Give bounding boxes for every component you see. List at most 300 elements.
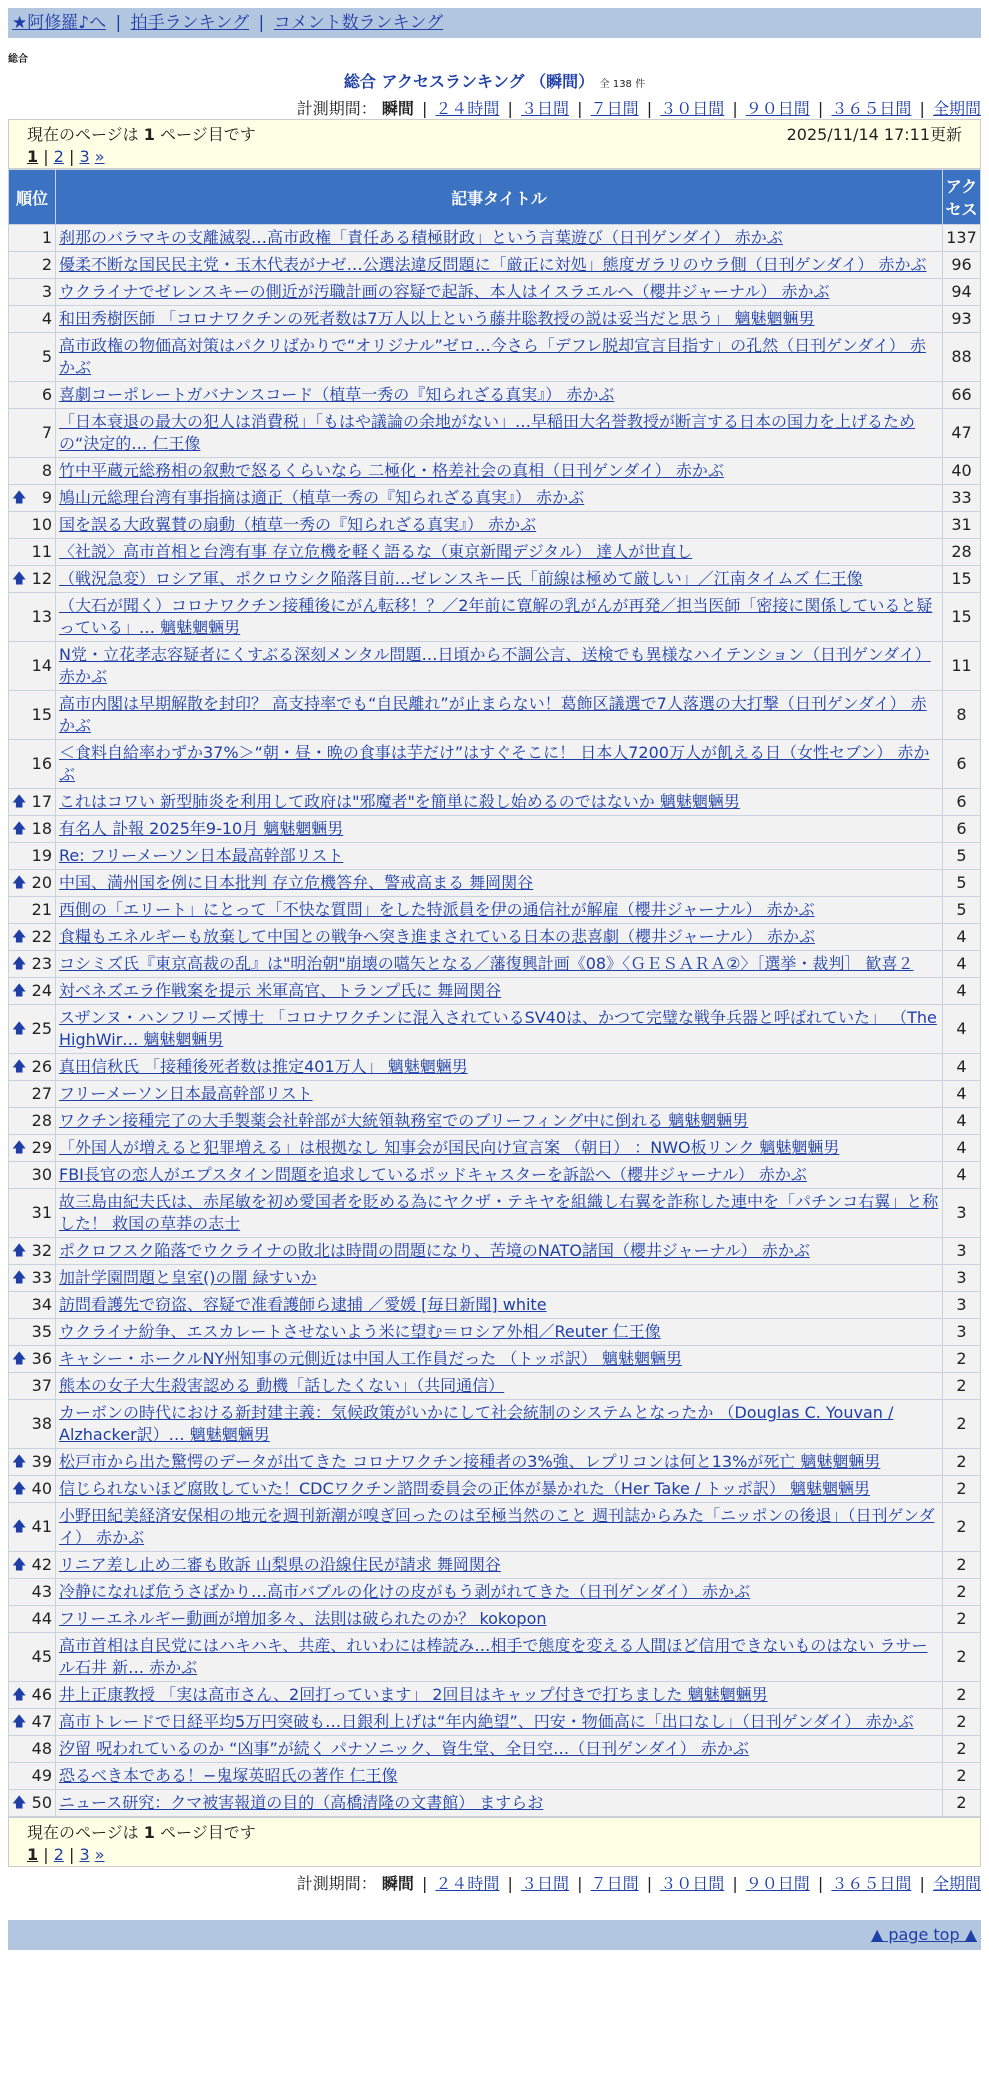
total-count: 全 138 件 bbox=[599, 79, 646, 90]
rank-cell bbox=[9, 1081, 56, 1108]
article-link[interactable]: 「日本衰退の最大の犯人は消費税」「もはや議論の余地がない」…早稲田大名誉教授が断言する日本の国力を上げるための“決定的… 仁王像 bbox=[59, 412, 916, 453]
period-separator: | bbox=[732, 99, 738, 118]
access-count: 96 bbox=[943, 252, 981, 279]
article-link[interactable]: （大石が聞く）コロナワクチン接種後にがん転移！？／2年前に寛解の乳がんが再発／担当医師「密接に関係していると疑っている」… 魑魅魍魎男 bbox=[59, 596, 933, 637]
article-link[interactable]: N党・立花孝志容疑者にくすぶる深刻メンタル問題…日頃から不調公言、送検でも異様なハイテンション（日刊ゲンダイ） 赤かぶ bbox=[59, 645, 931, 686]
article-link[interactable]: 西側の「エリート」にとって「不快な質問」をした特派員を伊の通信社が解雇（櫻井ジャーナル） 赤かぶ bbox=[59, 900, 815, 919]
article-link[interactable]: キャシー・ホークルNY州知事の元側近は中国人工作員だった （トッポ訳） 魑魅魍魎男 bbox=[59, 1349, 682, 1368]
rank-number: 6 bbox=[41, 385, 52, 404]
article-link[interactable]: これはコワい 新型肺炎を利用して政府は"邪魔者"を簡単に殺し始めるのではないか 魑魅魍魎男 bbox=[59, 792, 740, 811]
rank-cell bbox=[9, 1162, 56, 1189]
period-link[interactable]: ３０日間 bbox=[660, 99, 725, 118]
table-row bbox=[9, 1736, 981, 1763]
period-link[interactable]: ３６５日間 bbox=[831, 1874, 912, 1893]
table-row bbox=[9, 1449, 981, 1476]
rank-cell bbox=[9, 1238, 56, 1265]
article-link[interactable]: 刹那のバラマキの支離滅裂…高市政権「責任ある積極財政」という言葉遊び（日刊ゲンダイ） 赤かぶ bbox=[59, 228, 783, 247]
access-count: 11 bbox=[943, 642, 981, 691]
period-current: 瞬間 bbox=[381, 1874, 414, 1893]
table-row bbox=[9, 1189, 981, 1238]
article-link[interactable]: コシミズ氏『東京高裁の乱』は"明治朝"崩壊の嚆矢となる／藩復興計画《08》〈ＧＥＳＡＲＡ②〉［選挙・裁判］ 歓喜２ bbox=[59, 954, 914, 973]
period-link[interactable]: ９０日間 bbox=[745, 99, 810, 118]
title-cell bbox=[56, 1054, 943, 1081]
table-row bbox=[9, 306, 981, 333]
rank-number: 42 bbox=[31, 1555, 52, 1574]
table-row bbox=[9, 843, 981, 870]
period-link[interactable]: ２４時間 bbox=[435, 1874, 500, 1893]
article-link[interactable]: 真田信秋氏 「接種後死者数は推定401万人」 魑魅魍魎男 bbox=[59, 1057, 468, 1076]
article-link[interactable]: 恐るべき本である！−鬼塚英昭氏の著作 仁王像 bbox=[59, 1766, 398, 1785]
rank-number: 34 bbox=[31, 1295, 52, 1314]
access-count: 4 bbox=[943, 924, 981, 951]
article-link[interactable]: 信じられないほど腐敗していた！CDCワクチン諮問委員会の正体が暴かれた（Her Take / トッポ訳） 魑魅魍魎男 bbox=[59, 1479, 871, 1498]
rank-number: 9 bbox=[41, 488, 52, 507]
rank-number: 5 bbox=[41, 347, 52, 366]
article-link[interactable]: スザンヌ・ハンフリーズ博士 「コロナワクチンに混入されているSV40は、かつて完璧な戦争兵器と呼ばれていた」 （The HighWir… 魑魅魍魎男 bbox=[59, 1008, 937, 1049]
table-row bbox=[9, 1790, 981, 1817]
title-cell bbox=[56, 691, 943, 740]
title-cell bbox=[56, 1736, 943, 1763]
rank-number: 39 bbox=[31, 1452, 52, 1471]
access-count: 4 bbox=[943, 1054, 981, 1081]
table-row bbox=[9, 1081, 981, 1108]
table-row bbox=[9, 1476, 981, 1503]
article-link[interactable]: 食糧もエネルギーも放棄して中国との戦争へ突き進まされている日本の悲喜劇（櫻井ジャーナル） 赤かぶ bbox=[59, 927, 815, 946]
title-cell bbox=[56, 1633, 943, 1682]
rank-number: 7 bbox=[41, 423, 52, 442]
period-separator: | bbox=[817, 99, 824, 118]
rank-cell bbox=[9, 1319, 56, 1346]
title-cell bbox=[56, 740, 943, 789]
rank-cell bbox=[9, 1449, 56, 1476]
title-cell bbox=[56, 382, 943, 409]
table-row bbox=[9, 897, 981, 924]
rank-cell bbox=[9, 1135, 56, 1162]
access-count: 4 bbox=[943, 1162, 981, 1189]
rank-up-arrow-icon: 🡅 bbox=[12, 1140, 27, 1156]
title-cell bbox=[56, 1265, 943, 1292]
title-cell bbox=[56, 1449, 943, 1476]
pager-link-3[interactable]: 3 bbox=[79, 147, 90, 166]
rank-up-arrow-icon: 🡅 bbox=[12, 1795, 27, 1811]
table-row bbox=[9, 924, 981, 951]
access-count: 6 bbox=[943, 789, 981, 816]
rank-number: 17 bbox=[31, 792, 52, 811]
rank-cell bbox=[9, 382, 56, 409]
title-cell bbox=[56, 1162, 943, 1189]
article-link[interactable]: （戦況急変）ロシア軍、ポクロウシク陥落目前…ゼレンスキー氏「前線は極めて厳しい」／江南タイムズ 仁王像 bbox=[59, 569, 863, 588]
article-link[interactable]: 竹中平蔵元総務相の叙勲で怒るくらいなら 二極化・格差社会の真相（日刊ゲンダイ） 赤かぶ bbox=[59, 461, 724, 480]
rank-number: 8 bbox=[41, 461, 52, 480]
top-nav-bar bbox=[8, 8, 981, 38]
table-row bbox=[9, 1709, 981, 1736]
rank-number: 32 bbox=[31, 1241, 52, 1260]
rank-number: 13 bbox=[31, 607, 52, 626]
rank-up-arrow-icon: 🡅 bbox=[12, 1519, 27, 1535]
period-label: 計測期間： bbox=[296, 1874, 377, 1893]
rank-up-arrow-icon: 🡅 bbox=[12, 1021, 27, 1037]
rank-cell bbox=[9, 843, 56, 870]
access-count: 3 bbox=[943, 1189, 981, 1238]
rank-cell bbox=[9, 1552, 56, 1579]
rank-cell bbox=[9, 225, 56, 252]
article-link[interactable]: 優柔不断な国民民主党・玉木代表がナゼ…公選法違反問題に「厳正に対処」態度ガラリのウラ側（日刊ゲンダイ） 赤かぶ bbox=[59, 255, 927, 274]
rank-cell bbox=[9, 1054, 56, 1081]
title-cell bbox=[56, 593, 943, 642]
rank-cell bbox=[9, 1606, 56, 1633]
title-cell bbox=[56, 225, 943, 252]
page-info-top bbox=[8, 119, 981, 169]
article-link[interactable]: 小野田紀美経済安保相の地元を週刊新潮が嗅ぎ回ったのは至極当然のこと 週刊誌からみた「ニッポンの後退」（日刊ゲンダイ） 赤かぶ bbox=[59, 1506, 935, 1547]
rank-number: 12 bbox=[31, 569, 52, 588]
rank-number: 19 bbox=[31, 846, 52, 865]
article-link[interactable]: 故三島由紀夫氏は、赤尾敏を初め愛国者を貶める為にヤクザ・テキヤを組織し右翼を詐称した連中を「パチンコ右翼」と称した！ 救国の草莽の志士 bbox=[59, 1192, 939, 1233]
page-top-link[interactable]: ▲ page top ▲ bbox=[870, 1925, 977, 1944]
rank-cell bbox=[9, 642, 56, 691]
rank-number: 24 bbox=[31, 981, 52, 1000]
table-row bbox=[9, 1579, 981, 1606]
title-cell bbox=[56, 1005, 943, 1054]
title-cell bbox=[56, 1503, 943, 1552]
title-cell bbox=[56, 1579, 943, 1606]
title-cell bbox=[56, 1682, 943, 1709]
table-row bbox=[9, 382, 981, 409]
access-count: 3 bbox=[943, 1238, 981, 1265]
table-row bbox=[9, 1633, 981, 1682]
rank-number: 47 bbox=[31, 1712, 52, 1731]
rank-number: 22 bbox=[31, 927, 52, 946]
table-row bbox=[9, 593, 981, 642]
rank-cell bbox=[9, 1346, 56, 1373]
period-link[interactable]: ３日間 bbox=[521, 99, 570, 118]
article-link[interactable]: 高市内閣は早期解散を封印？ 高支持率でも“自民離れ”が止まらない！葛飾区議選で7人落選の大打撃（日刊ゲンダイ） 赤かぶ bbox=[59, 694, 927, 735]
access-count: 40 bbox=[943, 458, 981, 485]
access-count: 33 bbox=[943, 485, 981, 512]
period-link[interactable]: ２４時間 bbox=[435, 99, 500, 118]
article-link[interactable]: 高市政権の物価高対策はパクリばかりで“オリジナル”ゼロ…今さら「デフレ脱却宣言目指す」の孔然（日刊ゲンダイ） 赤かぶ bbox=[59, 336, 926, 377]
pager: 1 | 2 | 3 » bbox=[27, 1845, 105, 1864]
rank-up-arrow-icon: 🡅 bbox=[12, 571, 27, 587]
page-info-bottom bbox=[8, 1817, 981, 1867]
table-row bbox=[9, 409, 981, 458]
applause-ranking-link[interactable]: 拍手ランキング bbox=[130, 13, 250, 33]
rank-number: 29 bbox=[31, 1138, 52, 1157]
title-cell bbox=[56, 1238, 943, 1265]
access-count: 2 bbox=[943, 1682, 981, 1709]
article-link[interactable]: 〈社説〉高市首相と台湾有事 存立危機を軽く語るな（東京新聞デジタル） 達人が世直し bbox=[59, 542, 693, 561]
page-status-suffix: ページ目です bbox=[160, 125, 256, 144]
rank-cell bbox=[9, 924, 56, 951]
table-row bbox=[9, 1552, 981, 1579]
rank-number: 25 bbox=[31, 1019, 52, 1038]
page-status-suffix: ページ目です bbox=[160, 1823, 256, 1842]
article-link[interactable]: 高市首相は自民党にはハキハキ、共産、れいわには棒読み…相手で態度を変える人間ほど信用できないものはない ラサール石井 新… 赤かぶ bbox=[59, 1636, 928, 1677]
table-row bbox=[9, 225, 981, 252]
article-link[interactable]: 和田秀樹医師 「コロナワクチンの死者数は7万人以上という藤井聡教授の説は妥当だと思う」 魑魅魍魎男 bbox=[59, 309, 815, 328]
header-access: アクセス bbox=[943, 170, 981, 225]
rank-cell bbox=[9, 409, 56, 458]
table-row bbox=[9, 870, 981, 897]
category-label: 総合 bbox=[8, 54, 28, 65]
access-count: 2 bbox=[943, 1373, 981, 1400]
article-link[interactable]: 汐留 呪われているのか “凶事”が続く パナソニック、資生堂、全日空…（日刊ゲンダイ） 赤かぶ bbox=[59, 1739, 749, 1758]
rank-number: 3 bbox=[41, 282, 52, 301]
table-row bbox=[9, 951, 981, 978]
rank-number: 15 bbox=[31, 705, 52, 724]
table-row bbox=[9, 1346, 981, 1373]
access-count: 5 bbox=[943, 843, 981, 870]
title-cell bbox=[56, 409, 943, 458]
period-link[interactable]: 全期間 bbox=[932, 99, 981, 118]
title-cell bbox=[56, 485, 943, 512]
access-count: 88 bbox=[943, 333, 981, 382]
period-separator: | bbox=[817, 1874, 824, 1893]
article-link[interactable]: ウクライナ紛争、エスカレートさせないよう米に望む＝ロシア外相／Reuter 仁王像 bbox=[59, 1322, 661, 1341]
pager-next[interactable]: » bbox=[94, 1845, 105, 1864]
article-link[interactable]: Re: フリーメーソン日本最高幹部リスト bbox=[59, 846, 344, 865]
access-count: 4 bbox=[943, 978, 981, 1005]
access-count: 6 bbox=[943, 816, 981, 843]
rank-cell bbox=[9, 458, 56, 485]
rank-cell bbox=[9, 1790, 56, 1817]
rank-up-arrow-icon: 🡅 bbox=[12, 983, 27, 999]
title-cell bbox=[56, 252, 943, 279]
title-cell bbox=[56, 1790, 943, 1817]
article-link[interactable]: 井上正康教授 「実は高市さん、2回打っています」 2回目はキャップ付きで打ちました 魑魅魍魎男 bbox=[59, 1685, 768, 1704]
rank-cell bbox=[9, 252, 56, 279]
article-link[interactable]: ＜食料自給率わずか37%＞“朝・昼・晩の食事は芋だけ”はすぐそこに！ 日本人7200万人が飢える日（女性セブン） 赤かぶ bbox=[59, 743, 930, 784]
rank-number: 21 bbox=[31, 900, 52, 919]
title-cell bbox=[56, 951, 943, 978]
rank-cell bbox=[9, 951, 56, 978]
access-count: 2 bbox=[943, 1400, 981, 1449]
title-cell bbox=[56, 512, 943, 539]
title-cell bbox=[56, 333, 943, 382]
article-link[interactable]: 有名人 訃報 2025年9-10月 魑魅魍魎男 bbox=[59, 819, 344, 838]
pager: 1 | 2 | 3 » bbox=[27, 147, 105, 166]
access-count: 4 bbox=[943, 1108, 981, 1135]
period-link[interactable]: ９０日間 bbox=[745, 1874, 810, 1893]
article-link[interactable]: ウクライナでゼレンスキーの側近が汚職計画の容疑で起訴、本人はイスラエルへ（櫻井ジャーナル） 赤かぶ bbox=[59, 282, 830, 301]
title-cell bbox=[56, 843, 943, 870]
access-count: 3 bbox=[943, 1292, 981, 1319]
article-link[interactable]: ワクチン接種完了の大手製薬会社幹部が大統領執務室でのブリーフィング中に倒れる 魑魅魍魎男 bbox=[59, 1111, 749, 1130]
rank-number: 33 bbox=[31, 1268, 52, 1287]
access-count: 94 bbox=[943, 279, 981, 306]
article-link[interactable]: フリーメーソン日本最高幹部リスト bbox=[59, 1084, 313, 1103]
access-count: 66 bbox=[943, 382, 981, 409]
title-cell bbox=[56, 539, 943, 566]
article-link[interactable]: 喜劇コーポレートガバナンスコード（植草一秀の『知られざる真実』） 赤かぶ bbox=[59, 385, 615, 404]
access-count: 2 bbox=[943, 1709, 981, 1736]
access-count: 3 bbox=[943, 1265, 981, 1292]
table-row bbox=[9, 252, 981, 279]
access-count: 5 bbox=[943, 897, 981, 924]
rank-up-arrow-icon: 🡅 bbox=[12, 929, 27, 945]
table-row bbox=[9, 1606, 981, 1633]
article-link[interactable]: 加計学園問題と皇室()の闇 緑すいか bbox=[59, 1268, 317, 1287]
title-cell bbox=[56, 1373, 943, 1400]
table-row bbox=[9, 691, 981, 740]
rank-cell bbox=[9, 1763, 56, 1790]
access-count: 4 bbox=[943, 1135, 981, 1162]
rank-cell bbox=[9, 1292, 56, 1319]
article-link[interactable]: 「外国人が増えると犯罪増える」は根拠なし 知事会が国民向け宣言案 （朝日） ：NWO板リンク 魑魅魍魎男 bbox=[59, 1138, 840, 1157]
title-cell bbox=[56, 1709, 943, 1736]
table-row bbox=[9, 1503, 981, 1552]
title-cell bbox=[56, 458, 943, 485]
rank-number: 14 bbox=[31, 656, 52, 675]
page-status bbox=[27, 1820, 962, 1843]
rank-number: 46 bbox=[31, 1685, 52, 1704]
pager-link-2[interactable]: 2 bbox=[53, 147, 64, 166]
table-row bbox=[9, 1108, 981, 1135]
access-count: 137 bbox=[943, 225, 981, 252]
period-separator: | bbox=[919, 1874, 925, 1893]
pager-next[interactable]: » bbox=[94, 147, 105, 166]
table-row bbox=[9, 1054, 981, 1081]
article-link[interactable]: カーボンの時代における新封建主義：気候政策がいかにして社会統制のシステムとなったか （Douglas C. Youvan / Alzhacker訳）… 魑魅魍魎男 bbox=[59, 1403, 894, 1444]
rank-cell bbox=[9, 566, 56, 593]
rank-cell bbox=[9, 1736, 56, 1763]
table-row bbox=[9, 816, 981, 843]
rank-up-arrow-icon: 🡅 bbox=[12, 1454, 27, 1470]
rank-number: 18 bbox=[31, 819, 52, 838]
rank-number: 44 bbox=[31, 1609, 52, 1628]
access-count: 47 bbox=[943, 409, 981, 458]
rank-cell bbox=[9, 1265, 56, 1292]
page-status-num: 1 bbox=[143, 1823, 155, 1842]
rank-cell bbox=[9, 1682, 56, 1709]
rank-number: 26 bbox=[31, 1057, 52, 1076]
period-link[interactable]: ７日間 bbox=[590, 99, 639, 118]
nav-separator: | bbox=[258, 13, 265, 33]
pager-current: 1 bbox=[27, 147, 39, 166]
article-link[interactable]: リニア差し止め二審も敗訴 山梨県の沿線住民が請求 舞岡関谷 bbox=[59, 1555, 501, 1574]
rank-cell bbox=[9, 870, 56, 897]
period-selector bbox=[8, 1871, 981, 1894]
rank-up-arrow-icon: 🡅 bbox=[12, 956, 27, 972]
period-link[interactable]: ７日間 bbox=[590, 1874, 639, 1893]
pager-link-2[interactable]: 2 bbox=[53, 1845, 64, 1864]
table-row bbox=[9, 279, 981, 306]
header-rank: 順位 bbox=[9, 170, 56, 225]
rank-number: 45 bbox=[31, 1647, 52, 1666]
rank-number: 43 bbox=[31, 1582, 52, 1601]
rank-cell bbox=[9, 789, 56, 816]
title-cell bbox=[56, 1552, 943, 1579]
rank-up-arrow-icon: 🡅 bbox=[12, 490, 27, 506]
article-link[interactable]: 熊本の女子大生殺害認める 動機「話したくない」（共同通信） bbox=[59, 1376, 505, 1395]
title-cell bbox=[56, 1135, 943, 1162]
access-count: 2 bbox=[943, 1633, 981, 1682]
access-count: 2 bbox=[943, 1552, 981, 1579]
title-cell bbox=[56, 1189, 943, 1238]
pager-current: 1 bbox=[27, 1845, 39, 1864]
period-separator: | bbox=[507, 99, 513, 118]
period-link[interactable]: ３日間 bbox=[521, 1874, 570, 1893]
article-link[interactable]: FBI長官の恋人がエプスタイン問題を追求しているポッドキャスターを訴訟へ（櫻井ジャーナル） 赤かぶ bbox=[59, 1165, 807, 1184]
page-status-num: 1 bbox=[143, 125, 155, 144]
rank-cell bbox=[9, 1709, 56, 1736]
rank-number: 11 bbox=[31, 542, 52, 561]
rank-up-arrow-icon: 🡅 bbox=[12, 875, 27, 891]
period-separator: | bbox=[646, 1874, 653, 1893]
title-cell bbox=[56, 1081, 943, 1108]
pager-link-3[interactable]: 3 bbox=[79, 1845, 90, 1864]
article-link[interactable]: 訪問看護先で窃盗、容疑で准看護師ら逮捕 ／愛媛 [毎日新聞] white bbox=[59, 1295, 547, 1314]
access-count: 31 bbox=[943, 512, 981, 539]
rank-number: 49 bbox=[31, 1766, 52, 1785]
title-cell bbox=[56, 1400, 943, 1449]
title-cell bbox=[56, 1476, 943, 1503]
article-link[interactable]: 冷静になれば危うさばかり…高市バブルの化けの皮がもう剥がれてきた（日刊ゲンダイ） 赤かぶ bbox=[59, 1582, 751, 1601]
rank-up-arrow-icon: 🡅 bbox=[12, 821, 27, 837]
period-selector bbox=[8, 96, 981, 119]
article-link[interactable]: 中国、満州国を例に日本批判 存立危機答弁、警戒高まる 舞岡関谷 bbox=[59, 873, 534, 892]
article-link[interactable]: ポクロフスク陥落でウクライナの敗北は時間の問題になり、苦境のNATO諸国（櫻井ジャーナル） 赤かぶ bbox=[59, 1241, 810, 1260]
period-separator: | bbox=[577, 99, 583, 118]
rank-up-arrow-icon: 🡅 bbox=[12, 1714, 27, 1730]
rank-number: 20 bbox=[31, 873, 52, 892]
period-separator: | bbox=[421, 1874, 428, 1893]
rank-number: 50 bbox=[31, 1793, 52, 1812]
rank-cell bbox=[9, 1503, 56, 1552]
table-row bbox=[9, 1265, 981, 1292]
access-count: 2 bbox=[943, 1449, 981, 1476]
article-link[interactable]: 対ベネズエラ作戦案を提示 米軍高官、トランプ氏に 舞岡関谷 bbox=[59, 981, 502, 1000]
article-link[interactable]: 高市トレードで日経平均5万円突破も…日銀利上げは“年内絶望”、円安・物価高に「出口なし」（日刊ゲンダイ） 赤かぶ bbox=[59, 1712, 914, 1731]
title-cell bbox=[56, 306, 943, 333]
table-row bbox=[9, 1319, 981, 1346]
rank-cell bbox=[9, 1476, 56, 1503]
rank-number: 28 bbox=[31, 1111, 52, 1130]
ranking-table bbox=[8, 169, 981, 1817]
table-row bbox=[9, 978, 981, 1005]
nav-separator: | bbox=[115, 13, 122, 33]
table-row bbox=[9, 485, 981, 512]
article-link[interactable]: 松戸市から出た驚愕のデータが出てきた コロナワクチン接種者の3%強、レプリコンは何と13%が死亡 魑魅魍魎男 bbox=[59, 1452, 881, 1471]
title-cell bbox=[56, 978, 943, 1005]
rank-number: 48 bbox=[31, 1739, 52, 1758]
title-cell bbox=[56, 566, 943, 593]
article-link[interactable]: フリーエネルギー動画が増加多々、法則は破られたのか？ kokopon bbox=[59, 1609, 547, 1628]
period-link[interactable]: 全期間 bbox=[932, 1874, 981, 1893]
period-link[interactable]: ３６５日間 bbox=[831, 99, 912, 118]
rank-cell bbox=[9, 279, 56, 306]
title-cell bbox=[56, 924, 943, 951]
access-count: 2 bbox=[943, 1736, 981, 1763]
access-count: 8 bbox=[943, 691, 981, 740]
comment-ranking-link[interactable]: コメント数ランキング bbox=[273, 13, 444, 33]
updated-time: 2025/11/14 17:11更新 bbox=[786, 125, 962, 144]
ranking-title: 総合 アクセスランキング （瞬間） bbox=[343, 72, 595, 91]
page-status-prefix: 現在のページは bbox=[27, 1823, 139, 1842]
access-count: 2 bbox=[943, 1606, 981, 1633]
period-link[interactable]: ３０日間 bbox=[660, 1874, 725, 1893]
access-count: 4 bbox=[943, 1005, 981, 1054]
ashura-home-link[interactable]: ★阿修羅♪へ bbox=[12, 13, 107, 33]
table-row bbox=[9, 740, 981, 789]
rank-number: 38 bbox=[31, 1414, 52, 1433]
article-link[interactable]: ニュース研究：クマ被害報道の目的（高橋清隆の文書館） ますらお bbox=[59, 1793, 544, 1812]
table-row bbox=[9, 1005, 981, 1054]
rank-up-arrow-icon: 🡅 bbox=[12, 1270, 27, 1286]
title-cell bbox=[56, 1319, 943, 1346]
article-link[interactable]: 国を誤る大政翼賛の扇動（植草一秀の『知られざる真実』） 赤かぶ bbox=[59, 515, 537, 534]
title-cell bbox=[56, 1763, 943, 1790]
article-link[interactable]: 鳩山元総理台湾有事指摘は適正（植草一秀の『知られざる真実』） 赤かぶ bbox=[59, 488, 585, 507]
